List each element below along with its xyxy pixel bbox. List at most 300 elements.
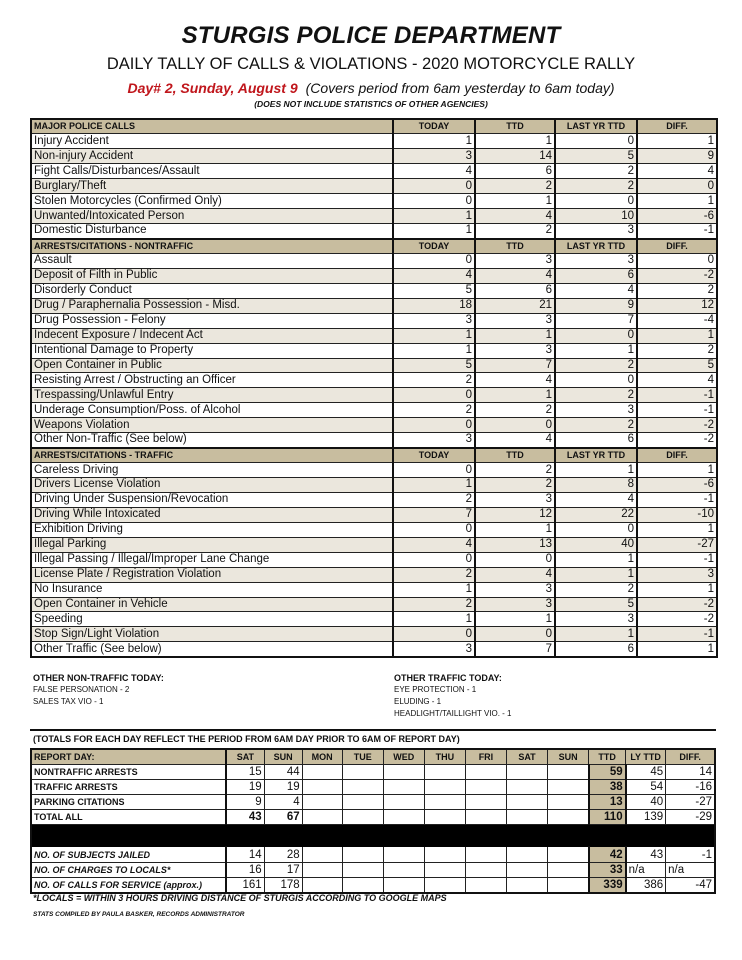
cell-ttd: 12 [475, 507, 555, 522]
cell-diff: -2 [637, 418, 717, 433]
cell-today: 1 [393, 343, 475, 358]
cell-today: 4 [393, 268, 475, 283]
cell-ttd: 0 [475, 627, 555, 642]
table-row [31, 253, 717, 268]
ly-ttd-value: 386 [626, 877, 666, 892]
cell-diff: 4 [637, 164, 717, 179]
day-value [383, 847, 424, 862]
table-row [31, 388, 717, 403]
day-value: 67 [264, 810, 302, 825]
ly-ttd-value: 43 [626, 847, 666, 862]
day-header: MON [302, 749, 342, 764]
diff-value: n/a [666, 862, 715, 877]
cell-last: 6 [555, 268, 637, 283]
cell-diff: -27 [637, 537, 717, 552]
diff-value: 14 [666, 764, 715, 779]
day-value [465, 795, 506, 810]
table-row [31, 313, 717, 328]
cell-ttd: 2 [475, 179, 555, 194]
row-label: Open Container in Vehicle [31, 597, 393, 612]
row-label: Speeding [31, 612, 393, 627]
table-row [31, 164, 717, 179]
day-value [342, 779, 383, 794]
column-header: TTD [475, 119, 555, 134]
table-row [31, 209, 717, 224]
other-traffic [394, 672, 512, 720]
separator-cell [506, 825, 547, 847]
table-row [31, 492, 717, 507]
cell-today: 1 [393, 612, 475, 627]
cell-ttd: 0 [475, 552, 555, 567]
day-value [548, 810, 589, 825]
day-value [342, 847, 383, 862]
cell-diff: 2 [637, 283, 717, 298]
cell-today: 0 [393, 522, 475, 537]
cell-ttd: 21 [475, 298, 555, 313]
ttd-value: 38 [589, 779, 626, 794]
separator-cell [589, 825, 626, 847]
cell-ttd: 1 [475, 388, 555, 403]
black-separator-row [31, 825, 715, 847]
column-header: TTD [475, 448, 555, 463]
other-nontraffic [33, 672, 164, 708]
table-row [31, 343, 717, 358]
day-value [548, 764, 589, 779]
cell-today: 3 [393, 642, 475, 657]
day-header: SAT [506, 749, 547, 764]
cell-diff: 4 [637, 373, 717, 388]
cell-diff: -2 [637, 597, 717, 612]
cell-last: 2 [555, 164, 637, 179]
row-label: Drug / Paraphernalia Possession - Misd. [31, 298, 393, 313]
day-value: 43 [226, 810, 264, 825]
day-value [424, 862, 465, 877]
row-label: No Insurance [31, 582, 393, 597]
report-day: Day# 2, Sunday, August 9 [127, 80, 298, 96]
cell-diff: -2 [637, 612, 717, 627]
covers-period: (Covers period from 6am yesterday to 6am today) [305, 80, 615, 96]
cell-ttd: 13 [475, 537, 555, 552]
day-value: 14 [226, 847, 264, 862]
diff-value: -47 [666, 877, 715, 892]
column-header: DIFF. [637, 239, 717, 254]
other-traffic-item: ELUDING - 1 [394, 697, 442, 706]
totals-row-label: TOTAL ALL [31, 810, 226, 825]
row-label: Drug Possession - Felony [31, 313, 393, 328]
cell-ttd: 3 [475, 597, 555, 612]
separator-cell [383, 825, 424, 847]
other-traffic-title: OTHER TRAFFIC TODAY: [394, 673, 502, 683]
row-label: Deposit of Filth in Public [31, 268, 393, 283]
cell-diff: 5 [637, 358, 717, 373]
cell-ttd: 3 [475, 313, 555, 328]
cell-ttd: 2 [475, 224, 555, 239]
compiled-by: STATS COMPILED BY PAULA BASKER, RECORDS ADMINISTRATOR [33, 911, 245, 918]
day-value [302, 847, 342, 862]
table-row [31, 507, 717, 522]
report-subtitle: DAILY TALLY OF CALLS & VIOLATIONS - 2020 MOTORCYCLE RALLY [106, 55, 636, 73]
day-header: THU [424, 749, 465, 764]
cell-today: 7 [393, 507, 475, 522]
cell-last: 0 [555, 522, 637, 537]
day-value: 161 [226, 877, 264, 892]
cell-ttd: 2 [475, 463, 555, 478]
table-row [31, 627, 717, 642]
day-value [302, 862, 342, 877]
cell-diff: 12 [637, 298, 717, 313]
row-label: Weapons Violation [31, 418, 393, 433]
cell-diff: 3 [637, 567, 717, 582]
cell-diff: -1 [637, 388, 717, 403]
ttd-value: 13 [589, 795, 626, 810]
day-header: SUN [264, 749, 302, 764]
cell-today: 1 [393, 582, 475, 597]
cell-ttd: 14 [475, 149, 555, 164]
row-label: Stolen Motorcycles (Confirmed Only) [31, 194, 393, 209]
totals-row [31, 764, 715, 779]
day-value [548, 877, 589, 892]
totals-header-row [31, 749, 715, 764]
day-value: 17 [264, 862, 302, 877]
day-value [342, 795, 383, 810]
separator-cell [31, 825, 226, 847]
column-header: DIFF. [637, 119, 717, 134]
row-label: Intentional Damage to Property [31, 343, 393, 358]
separator-cell [226, 825, 264, 847]
totals-note: (TOTALS FOR EACH DAY REFLECT THE PERIOD FROM 6AM DAY PRIOR TO 6AM OF REPORT DAY) [33, 734, 460, 744]
cell-diff: -10 [637, 507, 717, 522]
row-label: Careless Driving [31, 463, 393, 478]
totals-row [31, 779, 715, 794]
day-header: TUE [342, 749, 383, 764]
row-label: Stop Sign/Light Violation [31, 627, 393, 642]
day-value: 19 [264, 779, 302, 794]
day-value [548, 862, 589, 877]
cell-today: 1 [393, 478, 475, 493]
separator-cell [342, 825, 383, 847]
report-day-label: REPORT DAY: [31, 749, 226, 764]
section-header-row [31, 448, 717, 463]
cell-diff: 1 [637, 194, 717, 209]
cell-today: 0 [393, 418, 475, 433]
cell-last: 3 [555, 612, 637, 627]
cell-ttd: 3 [475, 582, 555, 597]
cell-last: 2 [555, 388, 637, 403]
cell-today: 3 [393, 149, 475, 164]
day-value [506, 862, 547, 877]
cell-today: 0 [393, 179, 475, 194]
day-value [302, 810, 342, 825]
day-value [302, 795, 342, 810]
ly-ttd-value: n/a [626, 862, 666, 877]
row-label: Driving While Intoxicated [31, 507, 393, 522]
cell-today: 0 [393, 463, 475, 478]
cell-last: 4 [555, 492, 637, 507]
cell-today: 1 [393, 134, 475, 149]
cell-last: 10 [555, 209, 637, 224]
day-value [424, 847, 465, 862]
cell-last: 5 [555, 149, 637, 164]
row-label: Drivers License Violation [31, 478, 393, 493]
cell-last: 9 [555, 298, 637, 313]
other-traffic-item: EYE PROTECTION - 1 [394, 685, 477, 694]
row-label: Indecent Exposure / Indecent Act [31, 328, 393, 343]
cell-diff: -2 [637, 433, 717, 448]
cell-diff: -1 [637, 224, 717, 239]
cell-today: 2 [393, 373, 475, 388]
cell-last: 2 [555, 582, 637, 597]
column-header: TTD [475, 239, 555, 254]
cell-today: 2 [393, 597, 475, 612]
cell-today: 0 [393, 194, 475, 209]
cell-ttd: 1 [475, 134, 555, 149]
diff-value: -29 [666, 810, 715, 825]
day-value [342, 877, 383, 892]
day-value: 15 [226, 764, 264, 779]
cell-diff: -6 [637, 478, 717, 493]
table-row [31, 582, 717, 597]
day-value [302, 779, 342, 794]
cell-ttd: 6 [475, 283, 555, 298]
cell-last: 6 [555, 642, 637, 657]
cell-last: 8 [555, 478, 637, 493]
separator-cell [424, 825, 465, 847]
separator-cell [264, 825, 302, 847]
ly-ttd-value: 139 [626, 810, 666, 825]
totals-row [31, 795, 715, 810]
cell-diff: -1 [637, 552, 717, 567]
section-title: ARRESTS/CITATIONS - NONTRAFFIC [31, 239, 393, 254]
day-value [506, 779, 547, 794]
row-label: Disorderly Conduct [31, 283, 393, 298]
cell-today: 4 [393, 164, 475, 179]
day-value [383, 764, 424, 779]
table-row [31, 433, 717, 448]
cell-today: 2 [393, 567, 475, 582]
totals-row [31, 862, 715, 877]
cell-diff: 9 [637, 149, 717, 164]
day-value [424, 795, 465, 810]
cell-diff: 1 [637, 463, 717, 478]
section-title: MAJOR POLICE CALLS [31, 119, 393, 134]
cell-diff: 0 [637, 179, 717, 194]
cell-ttd: 3 [475, 492, 555, 507]
daily-totals-table [30, 748, 716, 894]
table-row [31, 642, 717, 657]
cell-today: 2 [393, 492, 475, 507]
row-label: Resisting Arrest / Obstructing an Officer [31, 373, 393, 388]
day-value [424, 764, 465, 779]
cell-last: 7 [555, 313, 637, 328]
cell-today: 0 [393, 253, 475, 268]
cell-today: 1 [393, 209, 475, 224]
row-label: Driving Under Suspension/Revocation [31, 492, 393, 507]
day-value [383, 877, 424, 892]
cell-diff: -1 [637, 492, 717, 507]
day-value [465, 810, 506, 825]
cell-last: 3 [555, 403, 637, 418]
column-header: LAST YR TTD [555, 239, 637, 254]
day-value [342, 862, 383, 877]
day-value [424, 877, 465, 892]
day-value [342, 764, 383, 779]
separator-cell [548, 825, 589, 847]
cell-last: 0 [555, 373, 637, 388]
totals-row [31, 877, 715, 892]
totals-row [31, 847, 715, 862]
cell-last: 1 [555, 567, 637, 582]
row-label: Unwanted/Intoxicated Person [31, 209, 393, 224]
other-nontraffic-item: FALSE PERSONATION - 2 [33, 685, 130, 694]
totals-row-label: NO. OF SUBJECTS JAILED [31, 847, 226, 862]
separator-cell [666, 825, 715, 847]
day-value [465, 779, 506, 794]
day-value [548, 847, 589, 862]
cell-last: 3 [555, 224, 637, 239]
day-value [465, 877, 506, 892]
day-value [342, 810, 383, 825]
cell-diff: 1 [637, 642, 717, 657]
cell-ttd: 4 [475, 433, 555, 448]
ttd-value: 42 [589, 847, 626, 862]
cell-last: 3 [555, 253, 637, 268]
totals-row-label: NO. OF CALLS FOR SERVICE (approx.) [31, 877, 226, 892]
section-header-row [31, 239, 717, 254]
day-header: SUN [548, 749, 589, 764]
cell-ttd: 4 [475, 209, 555, 224]
cell-last: 1 [555, 343, 637, 358]
day-value [424, 779, 465, 794]
day-value: 4 [264, 795, 302, 810]
totals-row [31, 810, 715, 825]
tally-table [30, 118, 718, 658]
row-label: Illegal Parking [31, 537, 393, 552]
totals-row-label: NO. OF CHARGES TO LOCALS* [31, 862, 226, 877]
agencies-note: (DOES NOT INCLUDE STATISTICS OF OTHER AGENCIES) [254, 99, 488, 109]
cell-diff: 1 [637, 134, 717, 149]
cell-today: 2 [393, 403, 475, 418]
ly-ttd-value: 40 [626, 795, 666, 810]
day-value [424, 810, 465, 825]
cell-last: 40 [555, 537, 637, 552]
ly-ttd-value: 54 [626, 779, 666, 794]
cell-ttd: 1 [475, 522, 555, 537]
table-row [31, 522, 717, 537]
table-row [31, 373, 717, 388]
cell-last: 2 [555, 418, 637, 433]
ttd-value: 59 [589, 764, 626, 779]
cell-ttd: 2 [475, 478, 555, 493]
cell-last: 0 [555, 134, 637, 149]
page-title: STURGIS POLICE DEPARTMENT [181, 22, 561, 49]
separator-cell [302, 825, 342, 847]
cell-ttd: 7 [475, 642, 555, 657]
cell-today: 0 [393, 388, 475, 403]
column-header: TODAY [393, 119, 475, 134]
day-value [302, 764, 342, 779]
cell-ttd: 4 [475, 373, 555, 388]
other-traffic-item: HEADLIGHT/TAILLIGHT VIO. - 1 [394, 709, 512, 718]
cell-today: 18 [393, 298, 475, 313]
day-value [548, 795, 589, 810]
section-divider [30, 729, 716, 731]
cell-last: 1 [555, 463, 637, 478]
cell-today: 5 [393, 283, 475, 298]
table-row [31, 567, 717, 582]
ttd-header: TTD [589, 749, 626, 764]
cell-last: 4 [555, 283, 637, 298]
totals-row-label: TRAFFIC ARRESTS [31, 779, 226, 794]
table-row [31, 597, 717, 612]
day-value: 178 [264, 877, 302, 892]
day-value [506, 795, 547, 810]
cell-today: 1 [393, 328, 475, 343]
cell-last: 1 [555, 627, 637, 642]
column-header: DIFF. [637, 448, 717, 463]
day-value [548, 779, 589, 794]
cell-today: 0 [393, 627, 475, 642]
cell-diff: -1 [637, 627, 717, 642]
cell-today: 3 [393, 433, 475, 448]
cell-ttd: 2 [475, 403, 555, 418]
cell-today: 3 [393, 313, 475, 328]
cell-diff: 0 [637, 253, 717, 268]
cell-diff: -2 [637, 268, 717, 283]
day-value: 16 [226, 862, 264, 877]
row-label: Other Non-Traffic (See below) [31, 433, 393, 448]
cell-ttd: 1 [475, 194, 555, 209]
totals-row-label: NONTRAFFIC ARRESTS [31, 764, 226, 779]
row-label: Trespassing/Unlawful Entry [31, 388, 393, 403]
ttd-value: 110 [589, 810, 626, 825]
cell-last: 2 [555, 179, 637, 194]
day-value [506, 847, 547, 862]
day-value: 44 [264, 764, 302, 779]
day-value: 19 [226, 779, 264, 794]
locals-footnote: *LOCALS = WITHIN 3 HOURS DRIVING DISTANCE OF STURGIS ACCORDING TO GOOGLE MAPS [33, 893, 447, 903]
cell-diff: 1 [637, 328, 717, 343]
separator-cell [626, 825, 666, 847]
table-row [31, 463, 717, 478]
section-header-row [31, 119, 717, 134]
table-row [31, 149, 717, 164]
cell-today: 4 [393, 537, 475, 552]
table-row [31, 179, 717, 194]
day-value [465, 764, 506, 779]
table-row [31, 418, 717, 433]
cell-today: 5 [393, 358, 475, 373]
cell-ttd: 1 [475, 328, 555, 343]
cell-diff: 1 [637, 522, 717, 537]
row-label: Illegal Passing / Illegal/Improper Lane Change [31, 552, 393, 567]
diff-value: -27 [666, 795, 715, 810]
cell-ttd: 4 [475, 567, 555, 582]
column-header: LAST YR TTD [555, 119, 637, 134]
report-day-line [0, 80, 742, 96]
ttd-value: 339 [589, 877, 626, 892]
cell-today: 1 [393, 224, 475, 239]
ttd-value: 33 [589, 862, 626, 877]
table-row [31, 134, 717, 149]
separator-cell [465, 825, 506, 847]
row-label: Non-injury Accident [31, 149, 393, 164]
cell-ttd: 3 [475, 343, 555, 358]
row-label: Assault [31, 253, 393, 268]
table-row [31, 224, 717, 239]
table-row [31, 194, 717, 209]
table-row [31, 612, 717, 627]
table-row [31, 328, 717, 343]
